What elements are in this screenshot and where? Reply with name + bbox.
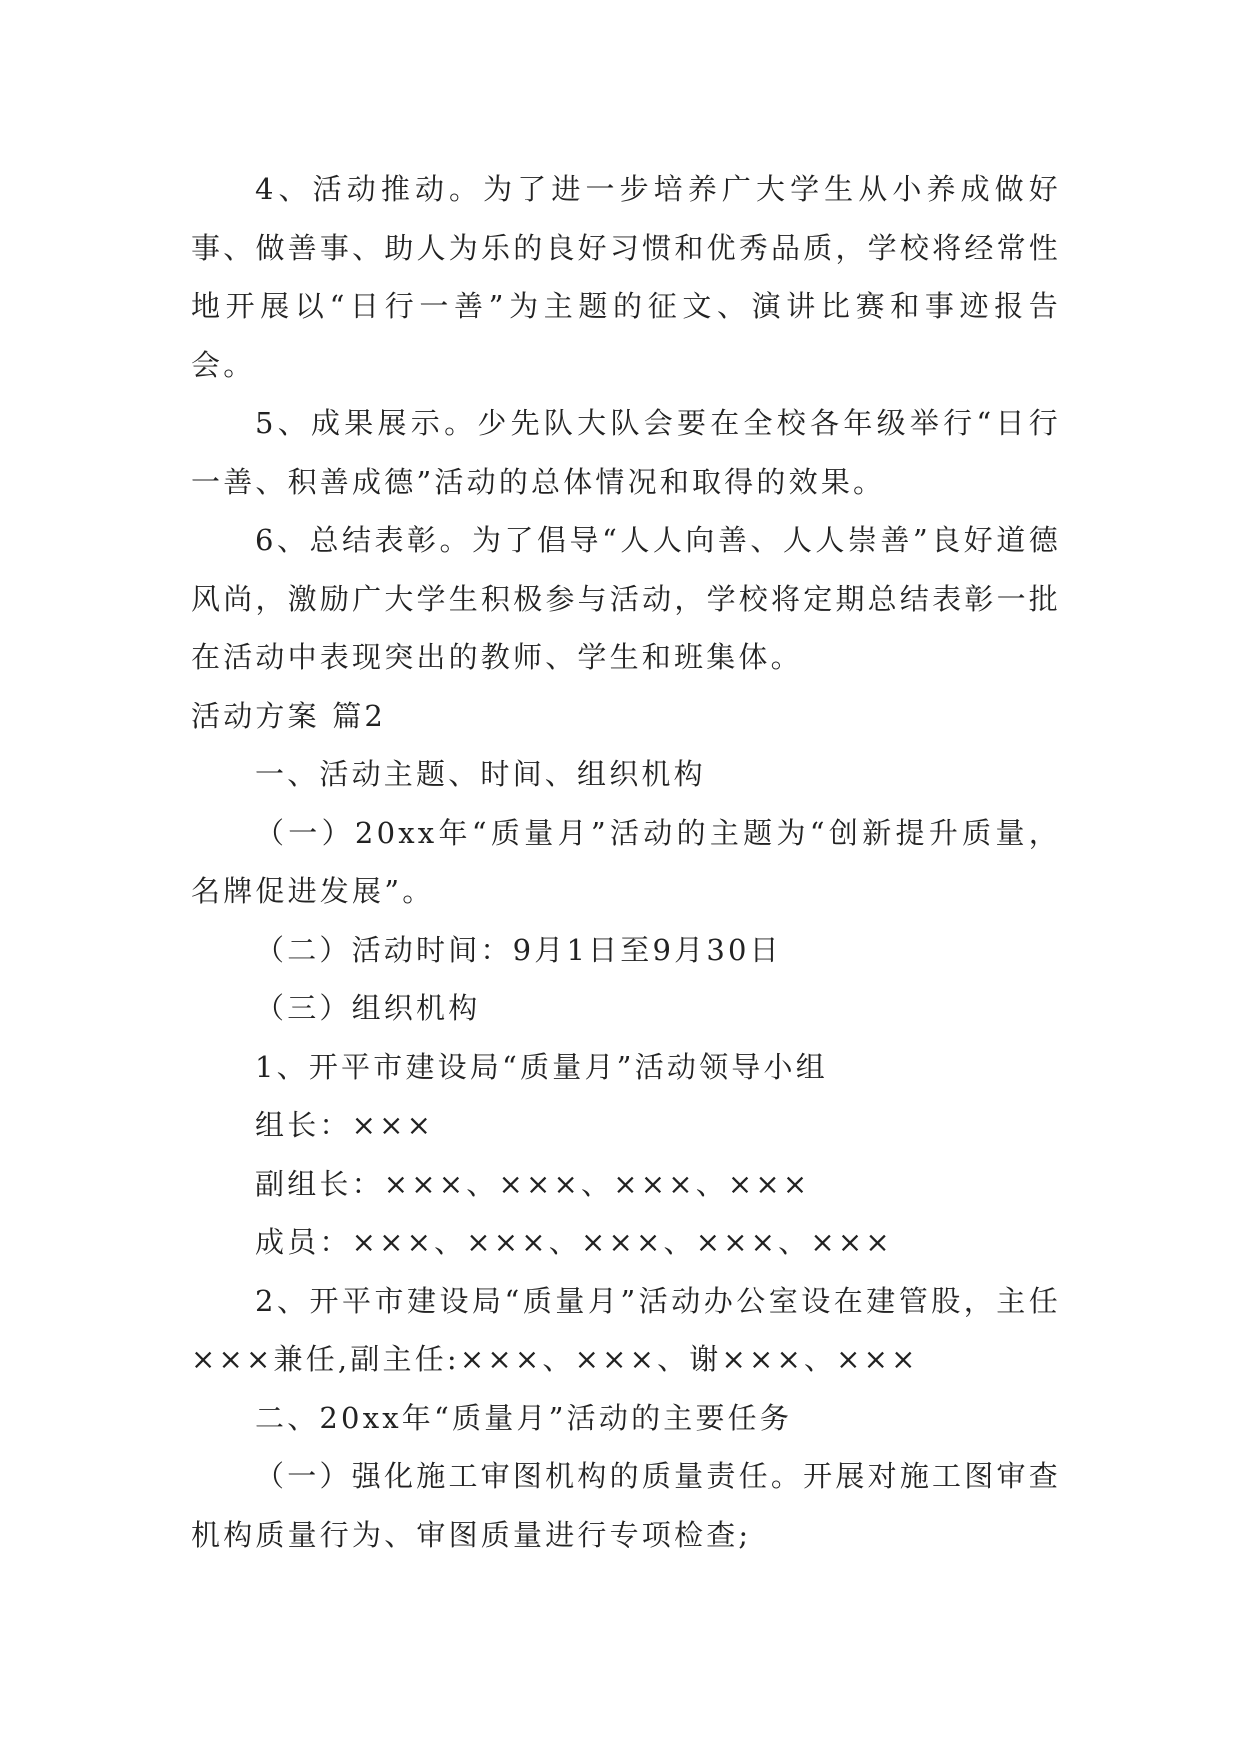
paragraph-organization: （三）组织机构: [255, 991, 481, 1025]
paragraph-activity-time: （二）活动时间：9月1日至9月30日: [255, 932, 782, 967]
paragraph-activity-theme: （一）20xx年“质量月”活动的主题为“创新提升质量，名牌促进发展”。: [191, 815, 1061, 908]
paragraph-activity-promotion: 4、活动推动。为了进一步培养广大学生从小养成做好事、做善事、助人为乐的良好习惯和优秀品质，学校将经常性地开展以“日行一善”为主题的征文、演讲比赛和事迹报告会。: [191, 172, 1061, 382]
paragraph-task-1: （一）强化施工审图机构的质量责任。开展对施工图审查机构质量行为、审图质量进行专项检查;: [191, 1459, 1061, 1552]
paragraph-group-leader: 组长：×××: [255, 1108, 435, 1142]
heading-theme-time-organization: 一、活动主题、时间、组织机构: [255, 757, 706, 791]
paragraph-office: 2、开平市建设局“质量月”活动办公室设在建管股，主任×××兼任,副主任:×××、×××、谢×××、×××: [191, 1283, 1061, 1376]
heading-main-tasks: 二、20xx年“质量月”活动的主要任务: [255, 1400, 793, 1435]
paragraph-results-display: 5、成果展示。少先队大队会要在全校各年级举行“日行一善、积善成德”活动的总体情况和取得的效果。: [191, 406, 1061, 499]
paragraph-summary-commendation: 6、总结表彰。为了倡导“人人向善、人人崇善”良好道德风尚，激励广大学生积极参与活动，学校将定期总结表彰一批在活动中表现突出的教师、学生和班集体。: [191, 523, 1061, 674]
paragraph-deputy-leaders: 副组长：×××、×××、×××、×××: [255, 1166, 811, 1201]
paragraph-leading-group: 1、开平市建设局“质量月”活动领导小组: [255, 1049, 828, 1084]
paragraph-members: 成员：×××、×××、×××、×××、×××: [255, 1225, 893, 1259]
section-title: 活动方案 篇2: [191, 698, 387, 733]
document-body: [191, 160, 1061, 1564]
